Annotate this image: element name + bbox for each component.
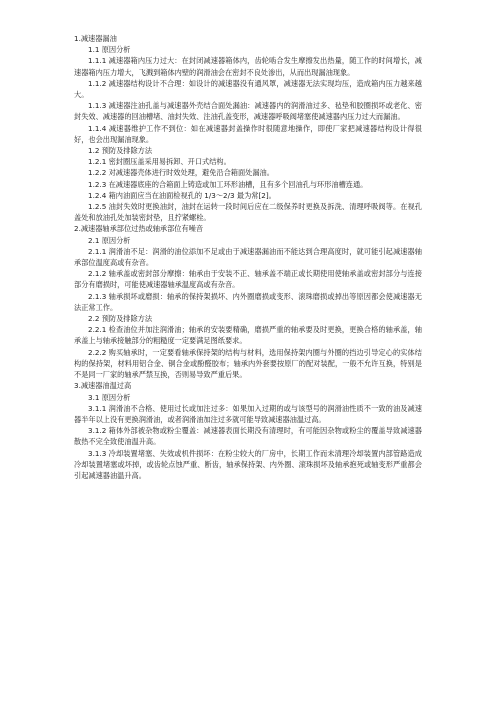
paragraph-1-1-3: 1.1.3 减速器注油孔盖与减速器外壳结合面处漏油：减速器内的润滑油过多、毡垫和胶圈损坏或老化、密封失效、减速器的回油槽堵、油封失效、注油孔盖变形，减速器呼吸阀堵塞使减速器内压力过大而漏油。 [74,101,422,122]
paragraph-1-2-5: 1.2.5 油封失效时更换油封，油封在运转一段时间后应在二级保养时更换及拆洗、清理呼吸阀等。在视孔盖处和放油孔处加装密封垫，且拧紧螺栓。 [74,202,422,223]
heading-1: 1.减速器漏油 [74,34,117,43]
subheading-1-2: 1.2 预防及排除方法 [88,146,153,156]
paragraph-2-1-1: 2.1.1 润滑油不足：润滑的油位添加不足或由于减速器漏油而不能达到合理高度时，就可能引起减速器轴承部位温度高或有杂音。 [74,246,422,268]
paragraph-1-1-4: 1.1.4 减速器维护工作不到位：如在减速器封盖操作时很随意地操作，即使厂家把减速器结构设计得很好，也会出现漏油现象。 [74,123,422,144]
subheading-3-1: 3.1 原因分析 [88,392,131,402]
paragraph-3-1-2: 3.1.2 箱体外部被杂物或粉尘覆盖：减速器表面长期没有清理时，有可能因杂物或粉尘的覆盖导致减速器散热不完全致使油温升高。 [74,426,422,447]
heading-3: 3.减速器油温过高 [74,381,132,391]
subheading-2-1: 2.1 原因分析 [88,235,131,245]
paragraph-1-2-2: 1.2.2 对减速器壳体进行时效处理，避免沿合箱面处漏油。 [88,168,274,178]
paragraph-1-2-3: 1.2.3 在减速器底座的合箱面上铸造或加工环形油槽，且有多个回油孔与环形油槽连通。 [88,179,368,189]
subheading-2-2: 2.2 预防及排除方法 [88,314,153,324]
paragraph-2-2-1: 2.2.1 检查油位并加注润滑油；轴承的安装要精确，磨损严重的轴承要及时更换，更换合格的轴承盖，轴承盖上与轴承接触部分的粗糙度一定要满足图纸要求。 [74,325,422,346]
paragraph-3-1-3: 3.1.3 冷却装置堵塞、失效或机件损坏：在粉尘较大的厂房中，长期工作而未清理冷却装置内部管路造成冷却装置堵塞或坏掉，或齿轮点蚀严重、断齿，轴承保持架、内外圈、滚珠损坏及轴承抱死或轴变形严重都会引起减速器油温升高。 [74,448,422,480]
paragraph-2-1-3: 2.1.3 轴承损坏或磨损：轴承的保持架损坏、内外圈磨损或变形、滚珠磨损或掉出等原因都会使减速器无法正常工作。 [74,291,422,312]
subheading-1-1: 1.1 原因分析 [88,45,131,55]
paragraph-1-2-4: 1.2.4 箱内油面应当在油面检视孔的 1/3～2/3 最为常[2]。 [88,190,276,200]
paragraph-3-1-1: 3.1.1 润滑油不合格、使用过长或加注过多：如果加入过期的或与该型号的润滑油性质不一致的油及减速器半年以上没有更换润滑油，或者润滑油加注过多就可能导致减速器油温过高。 [74,403,422,424]
paragraph-1-1-2: 1.1.2 减速器结构设计不合理：如设计的减速器没有通风罩，减速器无法实现均压，造成箱内压力越来越大。 [74,78,422,100]
paragraph-2-1-2: 2.1.2 轴承盖或密封部分摩擦：轴承由于安装不正、轴承盖不端正或长期使用使轴承盖或密封部分与连接部分有磨损时，可能使减速器轴承温度高或有杂音。 [74,269,422,290]
paragraph-2-2-2: 2.2.2 购买轴承时，一定要看轴承保持架的结构与材料，选用保持架内圈与外圈的挡边引导定心的实体结构的保持架，材料用铝合金、铜合金或酚醛胶布；轴承内外套要按原厂的配对装配，一般不允许互换，特别是不是同一厂家的轴承严禁互换，否则易导致严重后果。 [74,347,422,380]
paragraph-1-2-1: 1.2.1 密封圈压盖采用易拆卸、开口式结构。 [88,157,231,167]
paragraph-1-1-1: 1.1.1 减速器箱内压力过大：在封闭减速器箱体内，齿轮啮合发生摩擦发出热量，随工作的时间增长，减速器箱内压力增大，飞溅到箱体内壁的润滑油会在密封不良处渗出，从而出现漏油现象。 [74,56,422,77]
heading-2: 2.减速器轴承部位过热或轴承部位有噪音 [74,224,204,234]
